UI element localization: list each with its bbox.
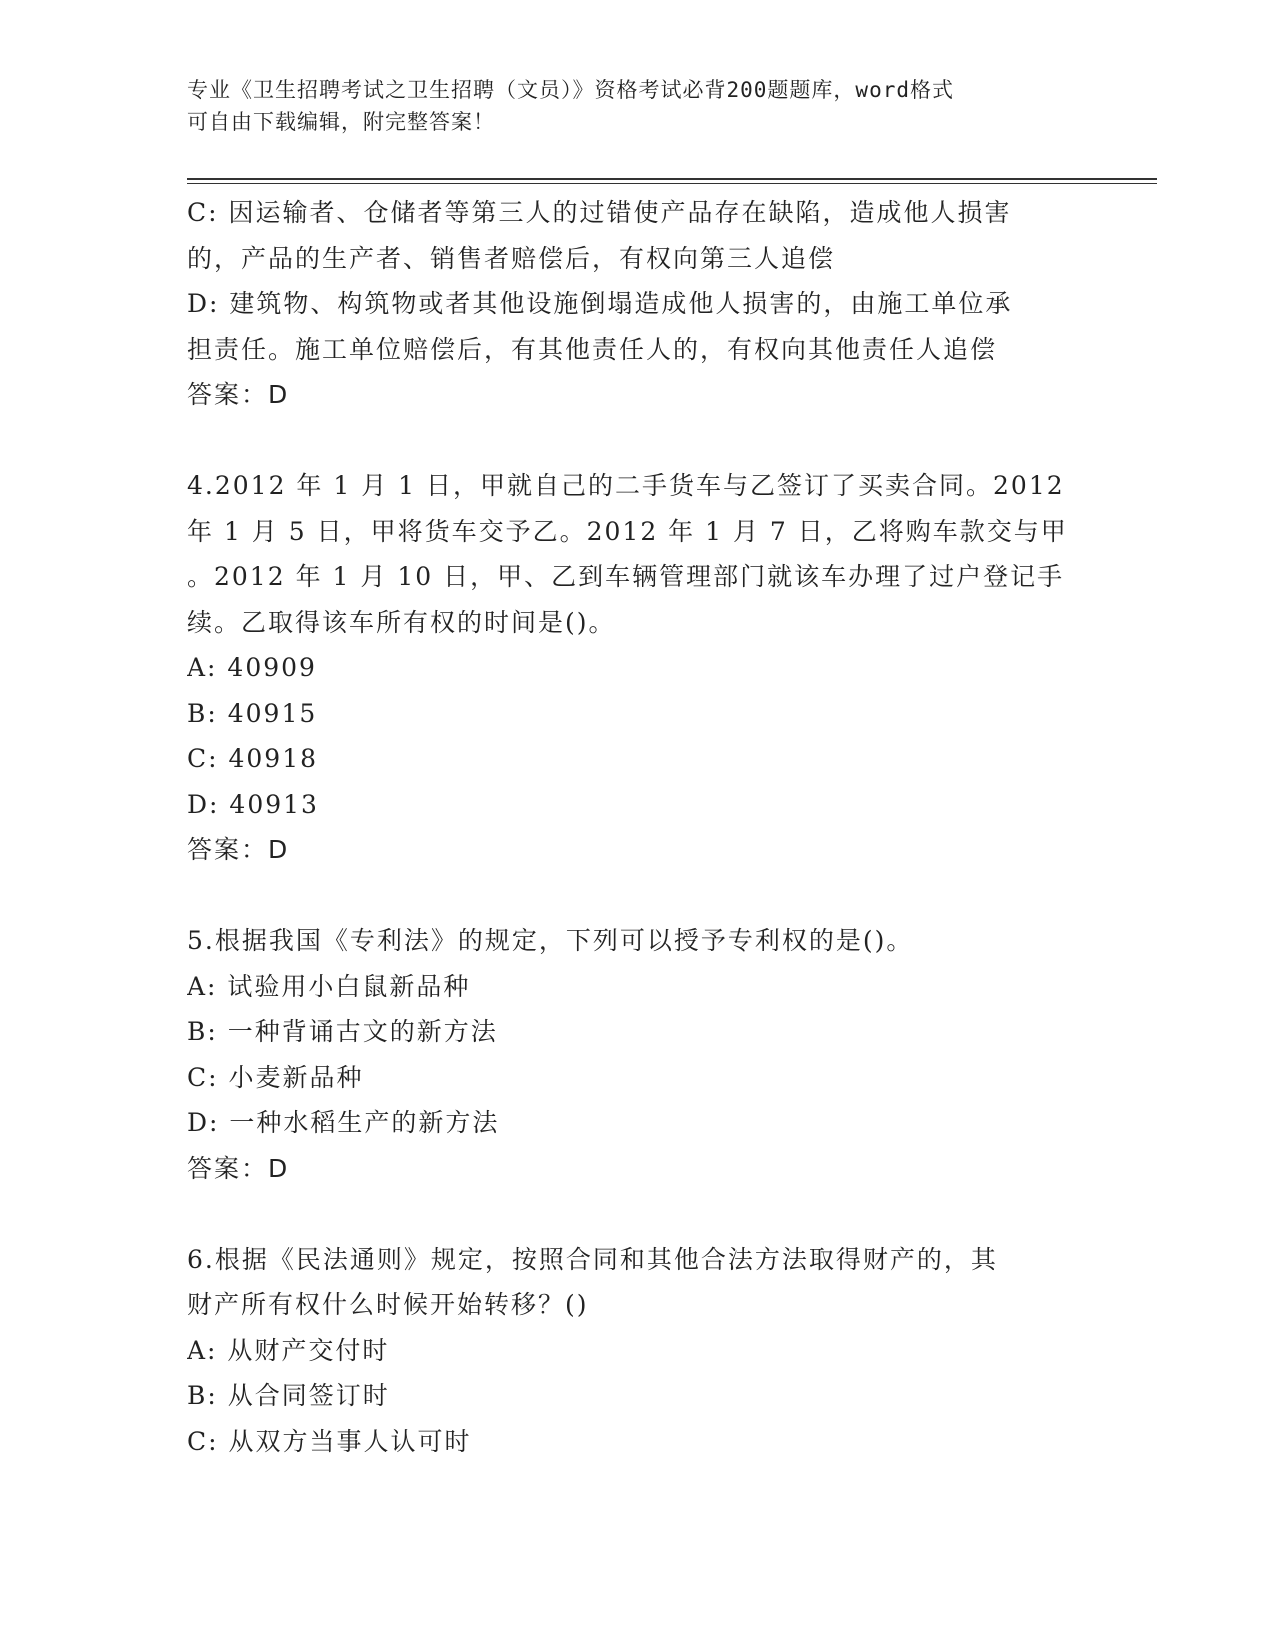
q3-option-d-line1: D: 建筑物、构筑物或者其他设施倒塌造成他人损害的，由施工单位承 [187, 289, 1013, 318]
q5-option-c: C: 小麦新品种 [187, 1062, 364, 1092]
q3-option-c-line2: 的，产品的生产者、销售者赔偿后，有权向第三人追偿 [187, 243, 836, 273]
q4-answer: 答案：D [187, 835, 290, 864]
q6-stem-line1: 6.根据《民法通则》规定，按照合同和其他合法方法取得财产的，其 [187, 1244, 998, 1274]
q4-option-a: A: 40909 [187, 653, 317, 682]
q3-option-c-line1: C: 因运输者、仓储者等第三人的过错使产品存在缺陷，造成他人损害 [187, 198, 1012, 227]
question-6-block [187, 1237, 1092, 1465]
q6-option-a: A: 从财产交付时 [187, 1335, 390, 1365]
q5-option-a: A: 试验用小白鼠新品种 [187, 971, 471, 1001]
q5-option-d: D: 一种水稻生产的新方法 [187, 1108, 500, 1137]
header-title-line1: 专业《卫生招聘考试之卫生招聘（文员）》资格考试必背200题题库，word格式 [187, 78, 954, 102]
question-5-block [187, 918, 1092, 1191]
header-title-line2: 可自由下载编辑，附完整答案！ [187, 110, 495, 134]
question-4-block [187, 463, 1092, 873]
q4-stem-line4: 续。乙取得该车所有权的时间是()。 [187, 607, 616, 637]
q5-stem: 5.根据我国《专利法》的规定，下列可以授予专利权的是()。 [187, 926, 914, 955]
q4-stem-line2: 年 1 月 5 日，甲将货车交予乙。2012 年 1 月 7 日，乙将购车款交与甲 [187, 516, 1068, 546]
q6-stem-line2: 财产所有权什么时候开始转移？() [187, 1290, 589, 1319]
q4-stem-line3: 。2012 年 1 月 10 日，甲、乙到车辆管理部门就该车办理了过户登记手 [187, 562, 1065, 591]
question-3-block [187, 190, 1092, 418]
document-body [187, 190, 1092, 1464]
q4-option-d: D: 40913 [187, 789, 319, 819]
header-divider-thick [187, 178, 1157, 180]
spacer [187, 1191, 1092, 1237]
q5-option-b: B: 一种背诵古文的新方法 [187, 1017, 498, 1046]
q6-option-b: B: 从合同签订时 [187, 1381, 390, 1410]
header-divider-thin [187, 183, 1157, 184]
spacer [187, 418, 1092, 464]
document-header [187, 74, 1067, 138]
q6-option-c: C: 从双方当事人认可时 [187, 1426, 472, 1456]
q5-answer: 答案：D [187, 1153, 290, 1183]
q3-answer: 答案：D [187, 380, 290, 409]
q4-option-c: C: 40918 [187, 744, 319, 773]
q3-option-d-line2: 担责任。施工单位赔偿后，有其他责任人的，有权向其他责任人追偿 [187, 334, 998, 364]
q4-stem-line1: 4.2012 年 1 月 1 日，甲就自己的二手货车与乙签订了买卖合同。2012 [187, 471, 1065, 500]
q4-option-b: B: 40915 [187, 698, 318, 728]
spacer [187, 873, 1092, 919]
